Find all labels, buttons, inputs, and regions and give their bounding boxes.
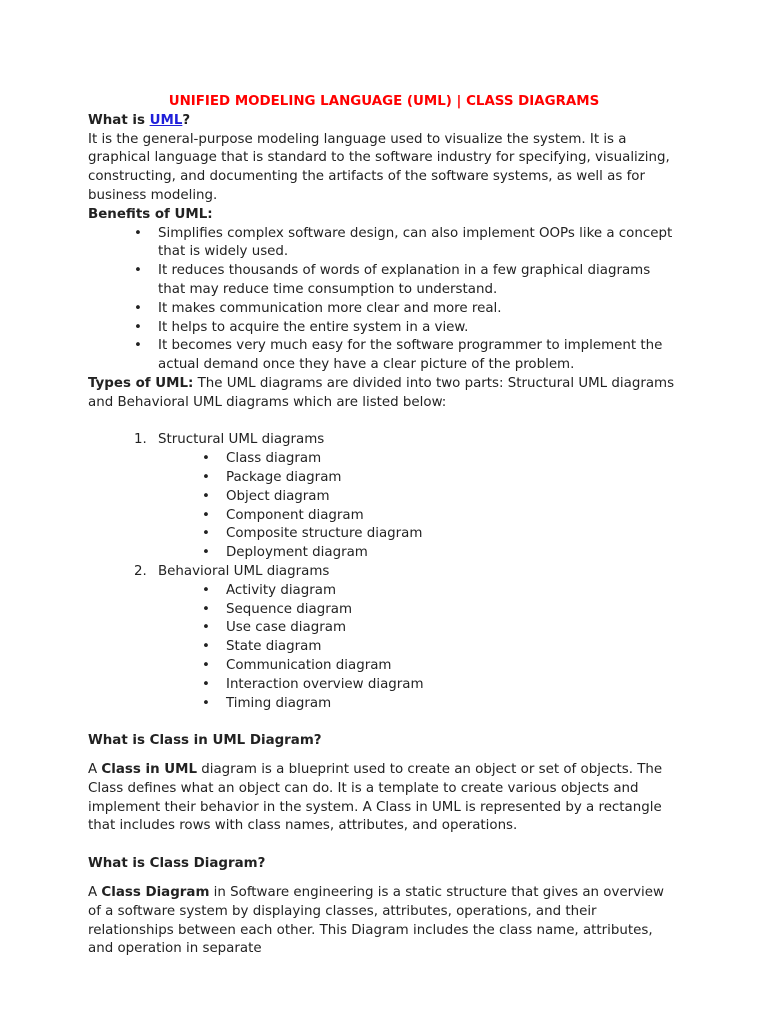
structural-group xyxy=(88,431,676,450)
lead-bold: Class in UML xyxy=(101,762,197,778)
diagram-item: • Object diagram xyxy=(158,488,676,507)
benefits-list xyxy=(88,225,676,375)
behavioral-group xyxy=(88,563,676,582)
benefits-heading: Benefits of UML: xyxy=(88,206,213,222)
diagram-item: • Package diagram xyxy=(158,469,676,488)
behavioral-diagram-list xyxy=(88,582,676,714)
diagram-item: • Communication diagram xyxy=(158,657,676,676)
intro-paragraph: It is the general-purpose modeling language used to visualize the system. It is a graphical language that is standard to the software industry for specifying, visualizing, constructing, and documenting the artifacts of the software systems, as well as for business modeling. xyxy=(88,131,670,203)
diagram-item: • Interaction overview diagram xyxy=(158,676,676,695)
types-label: Types of UML: xyxy=(88,375,194,391)
paragraph-text: diagram is a blueprint used to create an object or set of objects. The Class defines what an object can do. It is a template to create various objects and implement their behavior in the system. A Class in UML is represented by a rectangle that includes rows with class names, attributes, and operations. xyxy=(88,762,663,834)
document-title: UNIFIED MODELING LANGUAGE (UML) | CLASS DIAGRAMS xyxy=(168,94,600,109)
types-list xyxy=(88,431,676,450)
diagram-item: • Composite structure diagram xyxy=(158,525,676,544)
benefit-item: • It reduces thousands of words of explanation in a few graphical diagrams that may reduce time consumption to understand. xyxy=(88,262,676,300)
what-is-suffix: ? xyxy=(182,112,191,128)
group-number: 2. xyxy=(134,563,147,579)
lead-bold: Class Diagram xyxy=(101,885,210,901)
diagram-item: • Activity diagram xyxy=(158,582,676,601)
paragraph-text: in Software engineering is a static structure that gives an overview of a software system by displaying classes, attributes, operations, and their relationships between each other. This Diagram includes the class name, attributes, and operation in separate xyxy=(88,885,664,957)
types-paragraph xyxy=(88,375,676,413)
what-is-prefix: What is xyxy=(88,112,150,128)
group-number: 1. xyxy=(134,432,147,448)
benefit-item: • It helps to acquire the entire system in a view. xyxy=(88,319,676,338)
group-name: Behavioral UML diagrams xyxy=(158,563,330,579)
lead-plain: A xyxy=(88,762,102,778)
types-text: The UML diagrams are divided into two parts: Structural UML diagrams and Behavioral UML diagrams which are listed below: xyxy=(88,375,675,410)
class-in-uml-paragraph xyxy=(88,761,676,836)
diagram-item: • Sequence diagram xyxy=(158,601,676,620)
benefit-item: • It becomes very much easy for the software programmer to implement the actual demand once they have a clear picture of the problem. xyxy=(88,337,676,375)
diagram-item: • State diagram xyxy=(158,638,676,657)
diagram-item: • Class diagram xyxy=(158,450,676,469)
what-is-uml-heading xyxy=(88,112,676,131)
benefit-item: • It makes communication more clear and more real. xyxy=(88,300,676,319)
diagram-item: • Component diagram xyxy=(158,507,676,526)
class-diagram-heading: What is Class Diagram? xyxy=(88,856,266,872)
diagram-item: • Use case diagram xyxy=(158,619,676,638)
uml-link[interactable]: UML xyxy=(149,112,183,128)
benefit-item: • Simplifies complex software design, can also implement OOPs like a concept that is widely used. xyxy=(88,225,676,263)
diagram-item: • Deployment diagram xyxy=(158,544,676,563)
diagram-item: • Timing diagram xyxy=(158,695,676,714)
class-diagram-paragraph xyxy=(88,884,676,959)
types-list-2 xyxy=(88,563,676,582)
group-name: Structural UML diagrams xyxy=(158,432,325,448)
lead-plain: A xyxy=(88,885,102,901)
structural-diagram-list xyxy=(88,450,676,563)
class-in-uml-heading: What is Class in UML Diagram? xyxy=(88,733,322,749)
